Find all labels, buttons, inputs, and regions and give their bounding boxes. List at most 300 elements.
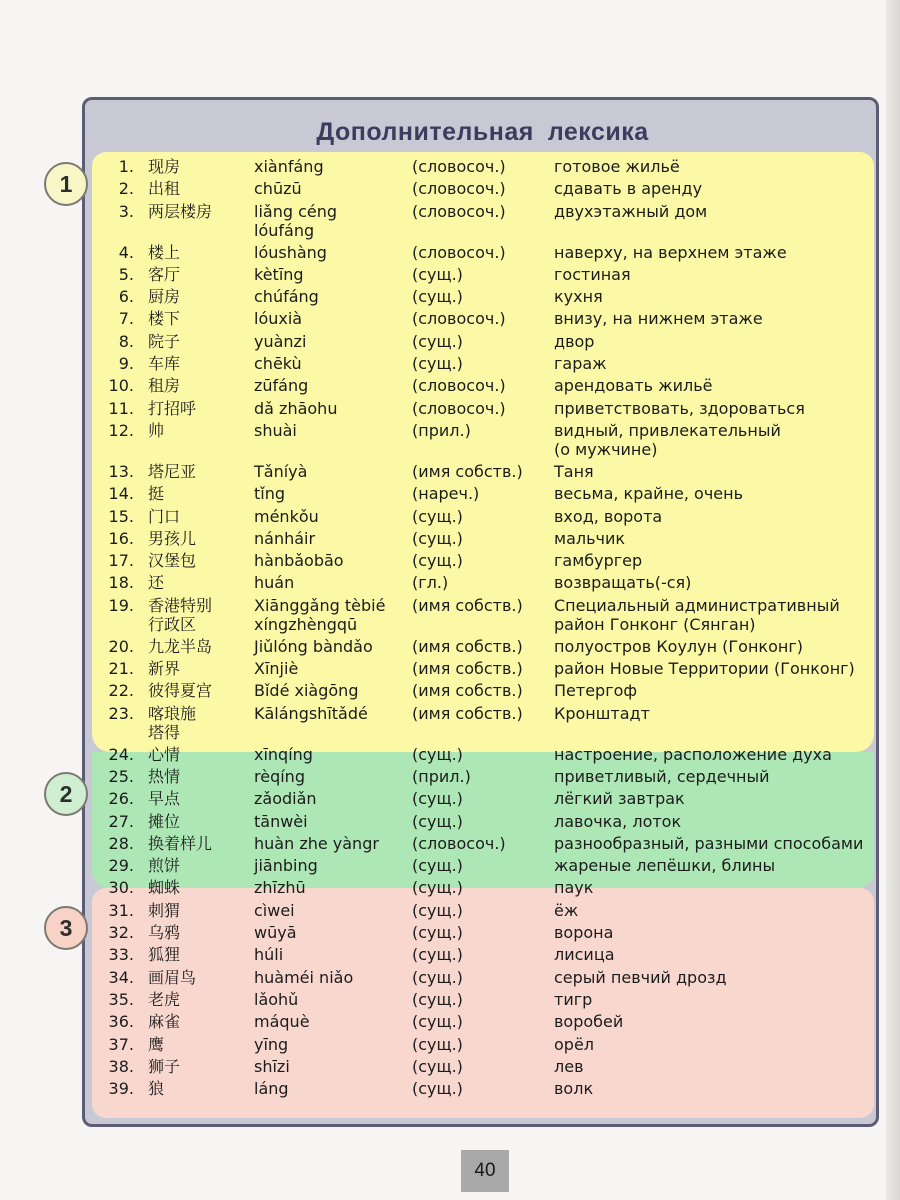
vocab-part-of-speech	[412, 1079, 552, 1098]
vocab-pinyin-line: zhīzhū	[254, 878, 306, 898]
vocab-row	[92, 529, 874, 551]
vocab-translation-line: вход, ворота	[554, 506, 663, 526]
vocab-part-of-speech	[412, 990, 552, 1009]
vocab-pinyin	[254, 901, 404, 920]
vocab-number	[92, 265, 134, 284]
vocab-number-line: 16.	[108, 528, 134, 548]
vocab-number-line: 19.	[108, 595, 134, 615]
vocab-pinyin-line: Tǎníyà	[254, 461, 308, 481]
vocab-pinyin	[254, 745, 404, 764]
vocab-number	[92, 596, 134, 615]
vocab-hanzi-line: 现房	[148, 157, 181, 176]
vocab-number-line: 35.	[108, 989, 134, 1009]
vocab-translation-line: район Новые Территории (Гонконг)	[554, 659, 855, 679]
vocab-number	[92, 637, 134, 656]
vocab-part-of-speech-line: (сущ.)	[412, 1012, 463, 1032]
vocab-row	[92, 596, 874, 637]
vocab-number-line: 29.	[108, 856, 134, 876]
vocab-pinyin-line: huán	[254, 573, 295, 593]
vocab-number-line: 36.	[108, 1012, 134, 1032]
vocab-number	[92, 529, 134, 548]
vocab-hanzi-line: 门口	[148, 506, 181, 526]
vocab-translation	[554, 767, 874, 786]
vocab-translation-line: двухэтажный дом	[554, 201, 708, 221]
vocab-translation-line: Специальный административный	[554, 595, 840, 615]
vocab-row	[92, 421, 874, 462]
vocab-number-line: 27.	[108, 811, 134, 831]
vocab-number	[92, 923, 134, 942]
vocab-pinyin-line: hànbǎobāo	[254, 551, 344, 571]
vocab-row	[92, 573, 874, 595]
vocab-row	[92, 1057, 874, 1079]
vocab-number-line: 24.	[108, 744, 134, 764]
vocab-number	[92, 421, 134, 440]
vocab-pinyin	[254, 265, 404, 284]
vocab-part-of-speech-line: (нареч.)	[412, 484, 480, 504]
vocab-row	[92, 354, 874, 376]
vocab-hanzi-line: 挺	[148, 484, 165, 504]
vocab-hanzi-line-2: 行政区	[148, 614, 197, 634]
section-marker-3: 3	[44, 906, 88, 950]
vocab-pinyin	[254, 332, 404, 351]
vocab-hanzi-line: 塔尼亚	[148, 461, 197, 481]
vocab-translation-line: арендовать жильё	[554, 376, 713, 396]
vocab-translation-line: Таня	[554, 461, 594, 481]
vocab-pinyin	[254, 990, 404, 1009]
vocab-number	[92, 856, 134, 875]
vocab-pinyin	[254, 968, 404, 987]
vocab-part-of-speech	[412, 157, 552, 176]
vocab-hanzi-line: 摊位	[148, 811, 181, 831]
vocab-row	[92, 704, 874, 745]
vocab-hanzi	[148, 462, 248, 481]
vocab-number-line: 4.	[118, 242, 134, 262]
vocab-part-of-speech-line: (сущ.)	[412, 506, 463, 526]
vocab-pinyin-line: Bǐdé xiàgōng	[254, 681, 359, 701]
vocab-row	[92, 789, 874, 811]
vocab-pinyin	[254, 529, 404, 548]
vocab-translation-line: лев	[554, 1056, 584, 1076]
vocab-pinyin-line: dǎ zhāohu	[254, 398, 338, 418]
vocab-hanzi	[148, 332, 248, 351]
vocab-hanzi	[148, 1079, 248, 1098]
vocab-part-of-speech	[412, 745, 552, 764]
vocab-translation	[554, 1035, 874, 1054]
vocab-pinyin	[254, 243, 404, 262]
vocab-number	[92, 202, 134, 221]
vocab-hanzi	[148, 659, 248, 678]
vocab-part-of-speech-line: (словосоч.)	[412, 157, 506, 176]
vocab-hanzi	[148, 399, 248, 418]
vocab-pinyin	[254, 812, 404, 831]
vocab-pinyin-line: xīnqíng	[254, 744, 313, 764]
vocab-hanzi-line: 出租	[148, 179, 181, 199]
vocab-pinyin-line: yīng	[254, 1034, 289, 1054]
vocab-hanzi-line: 楼上	[148, 242, 181, 262]
vocab-translation	[554, 529, 874, 548]
vocab-translation-line: кухня	[554, 287, 603, 307]
vocab-pinyin-line: zǎodiǎn	[254, 789, 317, 809]
vocab-number	[92, 309, 134, 328]
vocab-row	[92, 265, 874, 287]
vocab-translation-line: воробей	[554, 1012, 624, 1032]
vocab-hanzi	[148, 704, 248, 742]
vocab-pinyin-line: shīzi	[254, 1056, 290, 1076]
vocab-pinyin-line: yuànzi	[254, 331, 307, 351]
vocab-translation	[554, 243, 874, 262]
vocab-translation	[554, 1057, 874, 1076]
vocab-translation	[554, 745, 874, 764]
vocab-number-line: 39.	[108, 1079, 134, 1099]
vocab-hanzi-line: 麻雀	[148, 1012, 181, 1032]
vocab-translation-line: весьма, крайне, очень	[554, 484, 744, 504]
vocab-part-of-speech-line: (словосоч.)	[412, 242, 506, 262]
vocab-number-line: 22.	[108, 681, 134, 701]
vocab-translation	[554, 202, 874, 221]
vocab-hanzi	[148, 354, 248, 373]
vocab-number	[92, 462, 134, 481]
vocab-number	[92, 1012, 134, 1031]
vocab-pinyin	[254, 1012, 404, 1031]
vocab-row	[92, 202, 874, 243]
vocab-translation-line: волк	[554, 1079, 594, 1099]
vocab-part-of-speech	[412, 923, 552, 942]
vocab-pinyin-line: lóushàng	[254, 242, 327, 262]
vocab-translation	[554, 421, 874, 459]
vocab-row	[92, 901, 874, 923]
vocab-translation	[554, 923, 874, 942]
vocab-number	[92, 681, 134, 700]
vocab-pinyin-line: lóuxià	[254, 309, 303, 329]
vocab-translation-line: внизу, на нижнем этаже	[554, 309, 763, 329]
vocab-part-of-speech	[412, 243, 552, 262]
vocab-hanzi	[148, 309, 248, 328]
vocab-pinyin-line: rèqíng	[254, 766, 305, 786]
vocab-pinyin-line: Xīnjiè	[254, 659, 299, 679]
vocab-number-line: 1.	[118, 157, 134, 176]
vocab-translation	[554, 484, 874, 503]
vocab-translation-line: видный, привлекательный	[554, 420, 781, 440]
vocab-hanzi	[148, 767, 248, 786]
vocab-hanzi	[148, 157, 248, 176]
vocab-number-line: 18.	[108, 573, 134, 593]
vocab-row	[92, 243, 874, 265]
vocab-part-of-speech-line: (сущ.)	[412, 331, 463, 351]
vocab-pinyin	[254, 399, 404, 418]
vocab-hanzi-line: 客厅	[148, 264, 181, 284]
vocab-translation-line-2: район Гонконг (Сянган)	[554, 614, 756, 634]
vocab-pinyin	[254, 834, 404, 853]
vocab-hanzi-line: 香港特别	[148, 595, 213, 615]
vocab-hanzi-line: 喀琅施	[148, 703, 197, 723]
vocab-part-of-speech-line: (сущ.)	[412, 923, 463, 943]
vocab-row	[92, 923, 874, 945]
vocab-part-of-speech-line: (словосоч.)	[412, 201, 506, 221]
page-number: 40	[461, 1150, 509, 1192]
vocab-hanzi	[148, 179, 248, 198]
vocab-part-of-speech	[412, 421, 552, 440]
vocab-translation-line-2: (о мужчине)	[554, 439, 658, 459]
vocab-part-of-speech	[412, 179, 552, 198]
vocab-part-of-speech	[412, 637, 552, 656]
vocab-number-line: 8.	[118, 331, 134, 351]
vocab-pinyin-line: wūyā	[254, 923, 297, 943]
vocab-translation	[554, 704, 874, 723]
vocab-translation-line: Кронштадт	[554, 703, 650, 723]
vocab-translation	[554, 901, 874, 920]
vocab-translation	[554, 659, 874, 678]
vocab-part-of-speech-line: (сущ.)	[412, 789, 463, 809]
vocab-translation	[554, 596, 874, 634]
vocab-part-of-speech	[412, 945, 552, 964]
vocab-pinyin-line: húli	[254, 945, 284, 965]
title-word-2: лексика	[547, 118, 649, 146]
vocab-pinyin-line: zūfáng	[254, 376, 309, 396]
vocab-pinyin	[254, 596, 404, 634]
vocab-translation	[554, 265, 874, 284]
vocab-part-of-speech	[412, 659, 552, 678]
vocab-pinyin	[254, 376, 404, 395]
vocab-number-line: 37.	[108, 1034, 134, 1054]
vocab-number-line: 38.	[108, 1056, 134, 1076]
vocab-part-of-speech-line: (словосоч.)	[412, 833, 506, 853]
vocab-hanzi	[148, 745, 248, 764]
vocabulary-list	[92, 157, 874, 1101]
vocab-row	[92, 878, 874, 900]
vocab-number	[92, 834, 134, 853]
vocab-hanzi-line: 打招呼	[148, 398, 197, 418]
vocab-number	[92, 1035, 134, 1054]
vocab-hanzi	[148, 243, 248, 262]
vocab-pinyin-line: Jiǔlóng bàndǎo	[254, 636, 373, 656]
vocab-hanzi-line: 租房	[148, 376, 181, 396]
vocab-translation-line: настроение, расположение духа	[554, 744, 832, 764]
vocab-translation-line: серый певчий дрозд	[554, 967, 727, 987]
vocab-pinyin	[254, 551, 404, 570]
vocab-translation-line: жареные лепёшки, блины	[554, 856, 776, 876]
vocab-part-of-speech	[412, 901, 552, 920]
page-title	[84, 118, 881, 147]
vocab-translation	[554, 462, 874, 481]
vocab-pinyin	[254, 789, 404, 808]
vocab-part-of-speech-line: (сущ.)	[412, 811, 463, 831]
vocab-part-of-speech	[412, 878, 552, 897]
vocab-translation	[554, 354, 874, 373]
vocab-hanzi-line: 煎饼	[148, 856, 181, 876]
vocab-number	[92, 376, 134, 395]
vocab-part-of-speech-line: (сущ.)	[412, 856, 463, 876]
vocab-hanzi	[148, 945, 248, 964]
vocab-hanzi	[148, 484, 248, 503]
vocab-pinyin	[254, 878, 404, 897]
vocab-part-of-speech-line: (прил.)	[412, 420, 471, 440]
vocab-translation-line: тигр	[554, 989, 593, 1009]
vocab-hanzi	[148, 878, 248, 897]
vocab-part-of-speech	[412, 1035, 552, 1054]
vocab-part-of-speech-line: (имя собств.)	[412, 595, 523, 615]
vocab-part-of-speech	[412, 399, 552, 418]
vocab-part-of-speech	[412, 681, 552, 700]
vocab-hanzi-line: 九龙半岛	[148, 636, 213, 656]
vocab-hanzi	[148, 1035, 248, 1054]
vocab-translation	[554, 1012, 874, 1031]
vocab-hanzi-line: 换着样儿	[148, 833, 213, 853]
vocab-number	[92, 551, 134, 570]
vocab-part-of-speech-line: (сущ.)	[412, 551, 463, 571]
vocab-pinyin	[254, 856, 404, 875]
vocab-part-of-speech-line: (сущ.)	[412, 528, 463, 548]
vocab-translation	[554, 812, 874, 831]
vocab-row	[92, 179, 874, 201]
vocab-number	[92, 901, 134, 920]
vocab-translation-line: сдавать в аренду	[554, 179, 703, 199]
vocab-number-line: 26.	[108, 789, 134, 809]
vocab-translation-line: гамбургер	[554, 551, 643, 571]
vocab-hanzi-line: 楼下	[148, 309, 181, 329]
vocab-row	[92, 309, 874, 331]
vocab-number-line: 31.	[108, 900, 134, 920]
vocab-part-of-speech-line: (сущ.)	[412, 967, 463, 987]
vocab-translation	[554, 945, 874, 964]
vocab-number-line: 11.	[108, 398, 134, 418]
vocab-pinyin	[254, 1057, 404, 1076]
vocab-hanzi	[148, 834, 248, 853]
vocab-row	[92, 1035, 874, 1057]
vocab-translation	[554, 157, 874, 176]
vocab-number-line: 3.	[118, 201, 134, 221]
page-edge-shadow	[886, 0, 900, 1200]
vocab-translation	[554, 834, 874, 853]
vocab-translation-line: ворона	[554, 923, 614, 943]
vocab-hanzi	[148, 287, 248, 306]
vocab-part-of-speech	[412, 529, 552, 548]
vocab-row	[92, 945, 874, 967]
vocab-number	[92, 484, 134, 503]
vocab-translation-line: разнообразный, разными способами	[554, 833, 864, 853]
vocab-hanzi	[148, 421, 248, 440]
vocab-hanzi	[148, 573, 248, 592]
vocab-row	[92, 681, 874, 703]
vocab-part-of-speech	[412, 596, 552, 615]
vocab-pinyin-line: jiānbing	[254, 856, 318, 876]
vocab-hanzi	[148, 202, 248, 221]
vocab-hanzi-line: 还	[148, 573, 165, 593]
vocab-number-line: 34.	[108, 967, 134, 987]
vocab-part-of-speech-line: (имя собств.)	[412, 703, 523, 723]
vocab-pinyin	[254, 354, 404, 373]
vocab-hanzi	[148, 789, 248, 808]
vocab-hanzi-line: 鹰	[148, 1034, 165, 1054]
vocab-number-line: 9.	[118, 354, 134, 374]
vocab-part-of-speech	[412, 1012, 552, 1031]
vocab-hanzi-line: 早点	[148, 789, 181, 809]
vocab-pinyin	[254, 659, 404, 678]
vocab-row	[92, 1079, 874, 1101]
vocab-part-of-speech	[412, 789, 552, 808]
vocab-pinyin-line: láng	[254, 1079, 289, 1099]
vocab-pinyin-line: nánháir	[254, 528, 316, 548]
vocab-number-line: 28.	[108, 833, 134, 853]
vocab-part-of-speech-line: (сущ.)	[412, 900, 463, 920]
vocab-hanzi-line: 彼得夏宫	[148, 681, 213, 701]
vocab-part-of-speech	[412, 332, 552, 351]
vocab-pinyin-line: chúfáng	[254, 287, 319, 307]
vocab-part-of-speech	[412, 507, 552, 526]
vocab-hanzi-line: 狮子	[148, 1056, 181, 1076]
vocab-part-of-speech-line: (словосоч.)	[412, 179, 506, 199]
vocab-hanzi	[148, 265, 248, 284]
vocab-translation-line: возвращать(-ся)	[554, 573, 692, 593]
vocab-hanzi-line: 帅	[148, 420, 165, 440]
vocab-row	[92, 968, 874, 990]
vocab-row	[92, 637, 874, 659]
vocab-part-of-speech	[412, 462, 552, 481]
vocab-row	[92, 551, 874, 573]
vocab-hanzi	[148, 551, 248, 570]
vocab-hanzi-line: 新界	[148, 659, 181, 679]
vocab-number	[92, 704, 134, 723]
vocab-row	[92, 462, 874, 484]
vocab-number-line: 33.	[108, 945, 134, 965]
vocab-number-line: 13.	[108, 461, 134, 481]
vocab-pinyin-line: cìwei	[254, 900, 295, 920]
vocab-number	[92, 945, 134, 964]
vocab-part-of-speech	[412, 287, 552, 306]
vocab-translation-line: ёж	[554, 900, 579, 920]
vocab-row	[92, 812, 874, 834]
vocab-number-line: 30.	[108, 878, 134, 898]
vocab-part-of-speech	[412, 573, 552, 592]
vocab-hanzi	[148, 529, 248, 548]
vocab-pinyin-line: shuài	[254, 420, 297, 440]
vocab-number	[92, 354, 134, 373]
vocab-hanzi-line: 狐狸	[148, 945, 181, 965]
vocab-translation	[554, 287, 874, 306]
vocab-hanzi-line: 两层楼房	[148, 201, 213, 221]
vocab-hanzi	[148, 1057, 248, 1076]
vocab-number-line: 12.	[108, 420, 134, 440]
vocab-translation-line: Петергоф	[554, 681, 638, 701]
vocab-pinyin	[254, 573, 404, 592]
vocab-pinyin-line-2: xíngzhèngqū	[254, 614, 358, 634]
section-marker-2: 2	[44, 772, 88, 816]
vocab-number	[92, 878, 134, 897]
vocab-row	[92, 1012, 874, 1034]
vocab-translation-line: готовое жильё	[554, 157, 680, 176]
vocab-part-of-speech	[412, 856, 552, 875]
vocab-translation-line: полуостров Коулун (Гонконг)	[554, 636, 803, 656]
vocab-number-line: 15.	[108, 506, 134, 526]
vocab-number	[92, 745, 134, 764]
vocab-number	[92, 507, 134, 526]
vocab-number	[92, 1057, 134, 1076]
vocab-pinyin	[254, 157, 404, 176]
vocab-part-of-speech	[412, 834, 552, 853]
vocab-number	[92, 157, 134, 176]
vocab-number-line: 25.	[108, 766, 134, 786]
vocab-pinyin-line-2: lóufáng	[254, 220, 315, 240]
vocab-hanzi	[148, 990, 248, 1009]
vocab-pinyin	[254, 484, 404, 503]
vocab-translation	[554, 681, 874, 700]
vocab-pinyin	[254, 681, 404, 700]
vocab-pinyin	[254, 637, 404, 656]
vocab-translation	[554, 309, 874, 328]
vocab-hanzi-line: 院子	[148, 331, 181, 351]
vocab-part-of-speech	[412, 551, 552, 570]
vocab-row	[92, 332, 874, 354]
vocab-number-line: 2.	[118, 179, 134, 199]
